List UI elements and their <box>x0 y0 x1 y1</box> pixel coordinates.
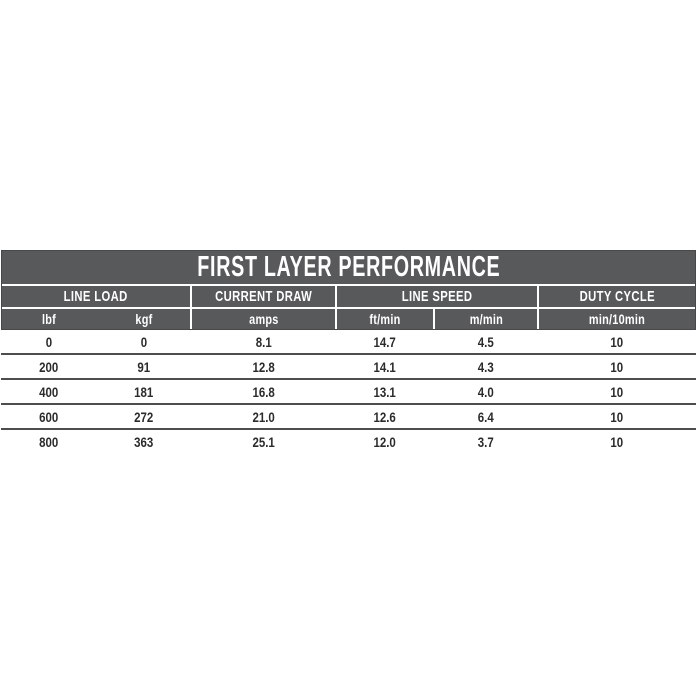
unit-amps <box>192 309 337 329</box>
column-group-line-load <box>2 286 192 307</box>
table-title-row <box>2 251 695 284</box>
cell-value: 25.1 <box>252 433 275 450</box>
table-cell <box>191 359 336 375</box>
table-cell <box>96 359 191 375</box>
unit-label: ft/min <box>369 311 401 327</box>
table-cell <box>1 359 96 375</box>
column-group-label: LINE SPEED <box>401 288 473 305</box>
table-cell <box>538 434 696 450</box>
unit-label: amps <box>248 311 279 327</box>
cell-value: 0 <box>45 333 52 350</box>
column-group-label: DUTY CYCLE <box>579 288 655 305</box>
table-cell <box>191 384 336 400</box>
table-row <box>1 428 696 453</box>
column-group-duty-cycle <box>539 286 695 307</box>
table-cell <box>96 434 191 450</box>
cell-value: 14.7 <box>373 333 397 350</box>
cell-value: 16.8 <box>252 383 275 400</box>
cell-value: 6.4 <box>478 408 494 425</box>
table-cell <box>434 384 538 400</box>
cell-value: 800 <box>38 433 59 450</box>
table-body <box>1 330 696 453</box>
cell-value: 200 <box>38 358 59 375</box>
table-row <box>1 330 696 353</box>
cell-value: 4.5 <box>478 333 494 350</box>
table-cell <box>538 384 696 400</box>
column-group-label: LINE LOAD <box>63 288 129 305</box>
unit-lbf <box>2 309 97 329</box>
table-cell <box>1 334 96 350</box>
column-group-row <box>2 286 695 307</box>
table-cell <box>96 384 191 400</box>
table-title: FIRST LAYER PERFORMANCE <box>196 251 501 283</box>
unit-kgf <box>97 309 192 329</box>
table-cell <box>434 334 538 350</box>
table-cell <box>336 334 434 350</box>
unit-label: lbf <box>42 311 57 327</box>
table-cell <box>336 409 434 425</box>
column-group-current-draw <box>192 286 337 307</box>
table-cell <box>191 334 336 350</box>
cell-value: 10 <box>610 358 624 375</box>
cell-value: 21.0 <box>252 408 275 425</box>
cell-value: 10 <box>610 433 624 450</box>
table-cell <box>434 434 538 450</box>
units-row <box>2 309 695 329</box>
table-cell <box>191 434 336 450</box>
table-cell <box>336 384 434 400</box>
cell-value: 4.0 <box>478 383 494 400</box>
table-cell <box>1 384 96 400</box>
unit-m-min <box>435 309 539 329</box>
table-cell <box>538 334 696 350</box>
cell-value: 10 <box>610 408 624 425</box>
column-group-label: CURRENT DRAW <box>214 288 312 305</box>
cell-value: 12.0 <box>373 433 397 450</box>
unit-ft-min <box>337 309 435 329</box>
table-cell <box>336 359 434 375</box>
table-cell <box>191 409 336 425</box>
unit-label: kgf <box>134 311 153 327</box>
table-cell <box>96 409 191 425</box>
unit-min-10min <box>539 309 695 329</box>
table-cell <box>538 359 696 375</box>
cell-value: 272 <box>133 408 154 425</box>
cell-value: 4.3 <box>478 358 494 375</box>
table-cell <box>434 409 538 425</box>
cell-value: 363 <box>133 433 154 450</box>
cell-value: 10 <box>610 383 624 400</box>
cell-value: 10 <box>610 333 624 350</box>
table-row <box>1 353 696 378</box>
cell-value: 91 <box>137 358 150 375</box>
table-cell <box>1 434 96 450</box>
cell-value: 12.6 <box>373 408 397 425</box>
table-row <box>1 403 696 428</box>
cell-value: 13.1 <box>373 383 397 400</box>
cell-value: 8.1 <box>255 333 272 350</box>
unit-label: min/10min <box>588 311 646 327</box>
performance-table <box>1 250 696 453</box>
cell-value: 600 <box>38 408 59 425</box>
table-cell <box>336 434 434 450</box>
cell-value: 400 <box>38 383 59 400</box>
cell-value: 181 <box>133 383 154 400</box>
cell-value: 12.8 <box>252 358 275 375</box>
unit-label: m/min <box>469 311 503 327</box>
table-cell <box>434 359 538 375</box>
table-cell <box>1 409 96 425</box>
column-group-line-speed <box>337 286 539 307</box>
table-row <box>1 378 696 403</box>
cell-value: 3.7 <box>478 433 494 450</box>
table-cell <box>538 409 696 425</box>
cell-value: 0 <box>140 333 147 350</box>
table-header <box>1 250 696 330</box>
table-cell <box>96 334 191 350</box>
cell-value: 14.1 <box>373 358 397 375</box>
